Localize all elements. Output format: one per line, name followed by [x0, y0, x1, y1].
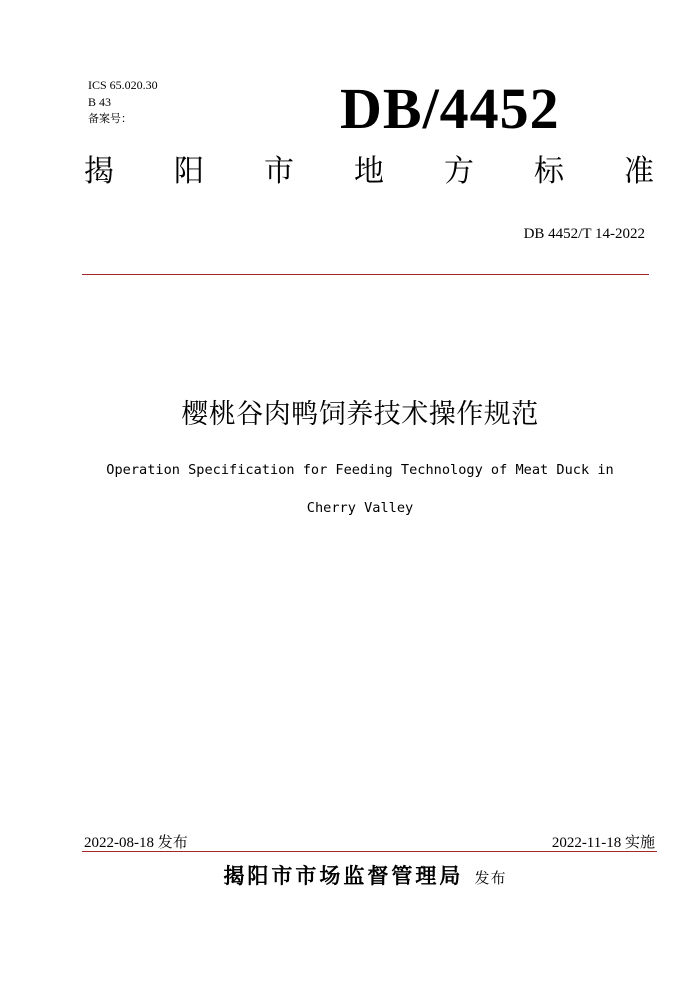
standard-type-heading: [84, 148, 654, 188]
document-title-en: Operation Specification for Feeding Technology of Meat Duck in Cherry Valley: [106, 462, 614, 516]
standard-number: DB 4452/T 14-2022: [523, 226, 645, 242]
standard-type-char: 标: [534, 154, 564, 189]
issuer-line: [0, 860, 700, 890]
standard-type-char: 阳: [174, 154, 204, 189]
header-divider: [82, 274, 649, 275]
standard-type-char: 揭: [84, 154, 114, 189]
ccs-code: B 43: [88, 95, 112, 109]
standard-type-char: 地: [354, 154, 384, 189]
standard-type-char: 方: [444, 154, 474, 189]
ics-code: ICS 65.020.30: [88, 78, 158, 92]
issue-date: 2022-08-18 发布: [84, 835, 188, 851]
implementation-date: 2022-11-18 实施: [551, 835, 655, 851]
issuing-authority: 揭阳市市场监督管理局: [223, 864, 464, 888]
record-number-label: 备案号：: [88, 112, 132, 125]
standard-type-char: 准: [624, 154, 654, 189]
standard-logo: DB/4452: [340, 76, 560, 141]
document-title-cn: 樱桃谷肉鸭饲养技术操作规范: [181, 399, 539, 430]
issuer-suffix: 发布: [474, 869, 507, 887]
footer-divider: [82, 851, 657, 852]
standard-type-char: 市: [264, 154, 294, 189]
